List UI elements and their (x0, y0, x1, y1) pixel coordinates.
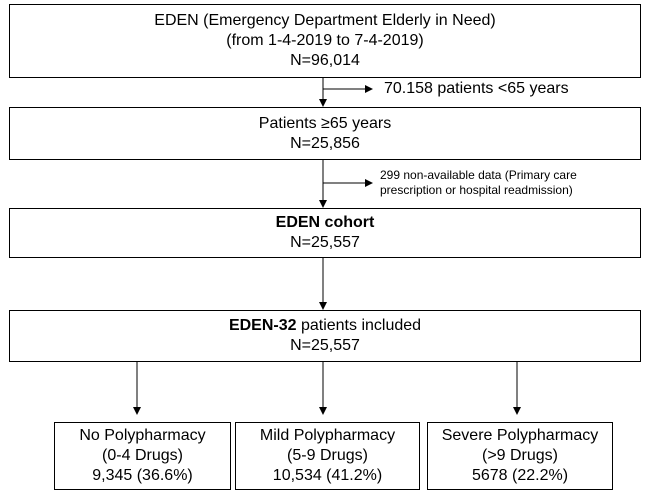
cohort-label: EDEN cohort (275, 214, 375, 231)
box-eden32 (9, 310, 641, 362)
mild-poly-range: (5-9 Drugs) (287, 447, 368, 464)
eden-count: N=96,014 (290, 52, 360, 69)
mild-poly-label: Mild Polypharmacy (259, 427, 396, 444)
box-eden (9, 4, 641, 78)
eden-title: EDEN (Emergency Department Elderly in Need) (154, 12, 496, 29)
cohort-count: N=25,557 (290, 234, 360, 251)
mild-poly-count: 10,534 (41.2%) (272, 467, 383, 484)
no-poly-range: (0-4 Drugs) (102, 447, 183, 464)
severe-poly-count: 5678 (22.2%) (471, 467, 569, 484)
eden32-label (10, 316, 640, 336)
eden-date-range: (from 1-4-2019 to 7-4-2019) (226, 32, 424, 49)
box-no-polypharmacy (54, 422, 231, 490)
box-severe-polypharmacy (427, 422, 613, 490)
box-mild-polypharmacy (235, 422, 420, 490)
exclusion-non-available-line2: prescription or hospital readmission) (380, 183, 573, 197)
eden32-name: EDEN-32 (228, 317, 297, 334)
patients65-label: Patients ≥65 years (258, 114, 392, 132)
severe-poly-label: Severe Polypharmacy (441, 427, 599, 444)
exclusion-non-available (380, 168, 577, 198)
patients65-count: N=25,856 (290, 134, 360, 152)
eden32-label-rest: patients included (296, 317, 422, 334)
box-eden-cohort (9, 208, 641, 258)
box-patients65 (9, 107, 641, 160)
eden32-count: N=25,557 (290, 337, 360, 354)
severe-poly-range: (>9 Drugs) (481, 447, 559, 464)
no-poly-label: No Polypharmacy (79, 427, 206, 444)
exclusion-under65: 70.158 patients <65 years (384, 80, 569, 97)
exclusion-non-available-line1: 299 non-available data (Primary care (380, 168, 577, 182)
no-poly-count: 9,345 (36.6%) (92, 467, 193, 484)
